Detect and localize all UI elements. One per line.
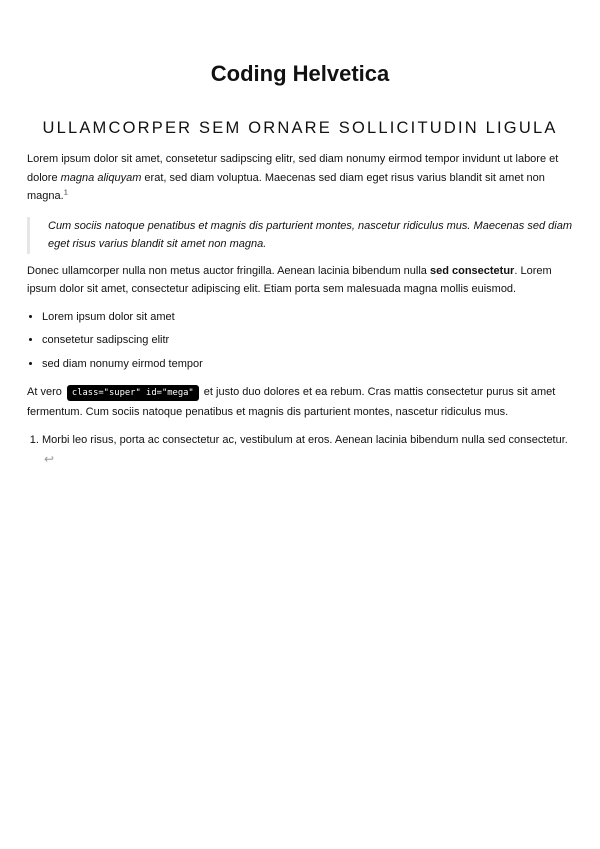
footnote-backref-icon[interactable]: ↩ <box>44 451 55 466</box>
paragraph-3-text-start: At vero <box>27 386 65 398</box>
footnotes-list <box>27 431 573 469</box>
intro-text-start: Lorem ipsum dolor sit amet, consetetur sadipscing elitr, sed diam nonumy eirmod tempor invidunt ut labore et dolore <box>27 153 559 184</box>
list-item: • Lorem ipsum dolor sit amet <box>42 308 573 327</box>
footnote-reference[interactable]: 1 <box>63 187 68 197</box>
footnote-item <box>42 431 573 469</box>
list-item: • consetetur sadipscing elitr <box>42 331 573 350</box>
paragraph-2-strong: sed consectetur <box>429 264 515 277</box>
intro-emphasis: magna aliquyam <box>60 171 142 184</box>
blockquote: Cum sociis natoque penatibus et magnis dis parturient montes, nascetur ridiculus mus. Maecenas sed diam eget risus varius blandit sit amet non magna. <box>27 217 573 254</box>
list-item: • sed diam nonumy eirmod tempor <box>42 355 573 374</box>
body-paragraph-3 <box>27 383 573 421</box>
bullet-list <box>27 308 573 374</box>
paragraph-3-text-end: et justo duo dolores et ea rebum. Cras mattis consectetur purus sit amet fermentum. Cum sociis natoque penatibus et magnis dis parturient montes, nascetur ridiculus mus. <box>27 386 556 418</box>
intro-text-end: erat, sed diam voluptua. Maecenas sed diam eget risus varius blandit sit amet non magna. <box>27 171 545 202</box>
document-subtitle: ULLAMCORPER SEM ORNARE SOLLICITUDIN LIGULA <box>42 119 558 137</box>
footnote-text: Morbi leo risus, porta ac consectetur ac, vestibulum at eros. Aenean lacinia bibendum nulla sed consectetur. <box>42 434 568 446</box>
paragraph-2-text-start: Donec ullamcorper nulla non metus auctor fringilla. Aenean lacinia bibendum nulla <box>27 264 430 277</box>
inline-code: class="super" id="mega" <box>67 385 199 401</box>
document-title: Coding Helvetica <box>210 61 390 86</box>
intro-paragraph <box>27 150 573 206</box>
paragraph-2-text-end: . Lorem ipsum dolor sit amet, consectetur adipiscing elit. Etiam porta sem malesuada magna mollis euismod. <box>27 264 552 295</box>
body-paragraph-2 <box>27 262 573 299</box>
